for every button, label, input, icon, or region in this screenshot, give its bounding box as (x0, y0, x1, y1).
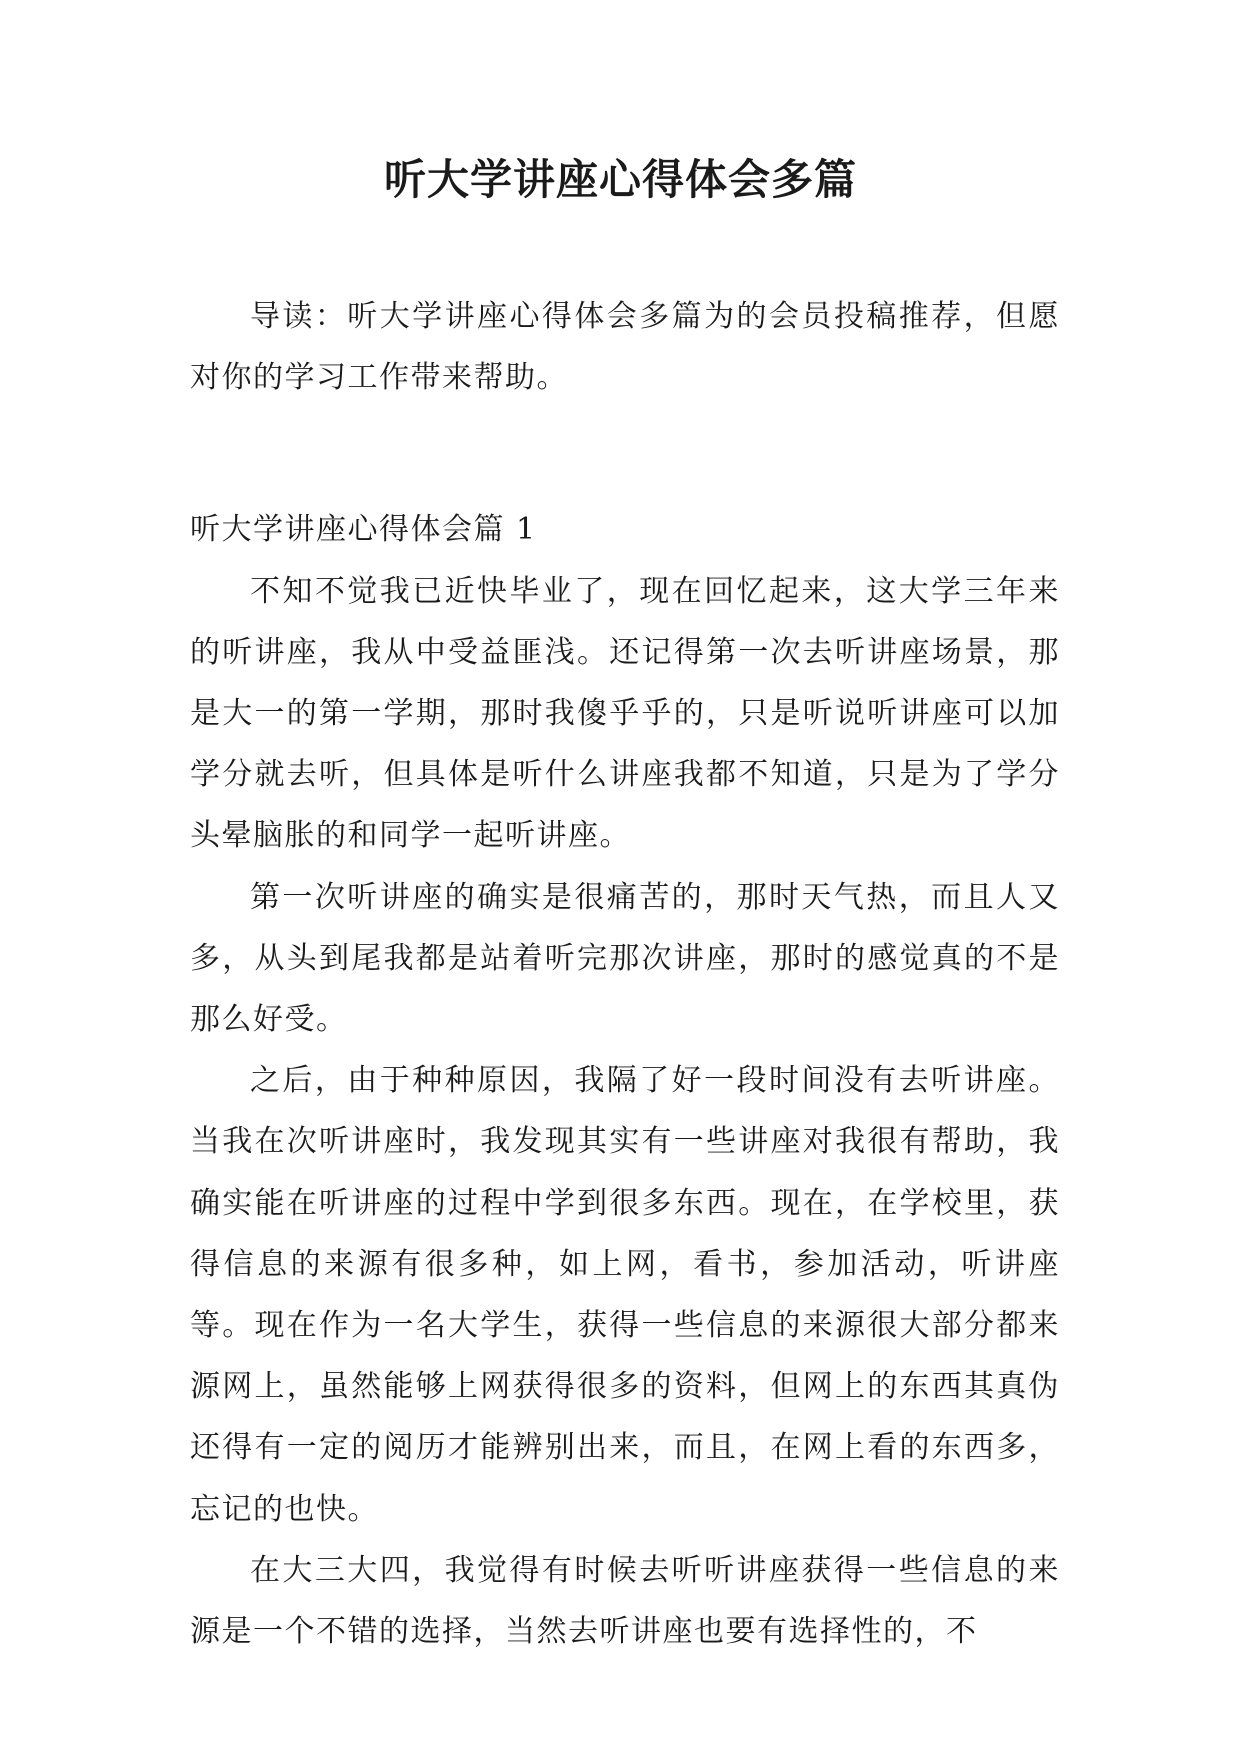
section-heading: 听大学讲座心得体会篇 1 (190, 512, 537, 548)
paragraph-gap (190, 408, 1060, 499)
document-title: 听大学讲座心得体会多篇 (383, 155, 857, 204)
body-paragraph-3: 之后，由于种种原因，我隔了好一段时间没有去听讲座。当我在次听讲座时，我发现其实有一些讲座对我很有帮助，我确实能在听讲座的过程中学到很多东西。现在，在学校里，获得信息的来源有很多种，如上网，看书，参加活动，听讲座等。现在作为一名大学生，获得一些信息的来源很大部分都来源网上，虽然能够上网获得很多的资料，但网上的东西其真伪还得有一定的阅历才能辨别出来，而且，在网上看的东西多，忘记的也快。 (190, 1063, 1060, 1527)
lead-paragraph: 导读：听大学讲座心得体会多篇为的会员投稿推荐，但愿对你的学习工作带来帮助。 (190, 299, 1060, 396)
body-paragraph-4: 在大三大四，我觉得有时候去听听讲座获得一些信息的来源是一个不错的选择，当然去听讲座也要有选择性的，不 (190, 1552, 1060, 1650)
document-body (190, 286, 1060, 1662)
body-paragraph-2: 第一次听讲座的确实是很痛苦的，那时天气热，而且人又多，从头到尾我都是站着听完那次讲座，那时的感觉真的不是那么好受。 (190, 879, 1060, 1038)
body-paragraph-1: 不知不觉我已近快毕业了，现在回忆起来，这大学三年来的听讲座，我从中受益匪浅。还记得第一次去听讲座场景，那是大一的第一学期，那时我傻乎乎的，只是听说听讲座可以加学分就去听，但具体是听什么讲座我都不知道，只是为了学分头晕脑胀的和同学一起听讲座。 (190, 573, 1060, 854)
